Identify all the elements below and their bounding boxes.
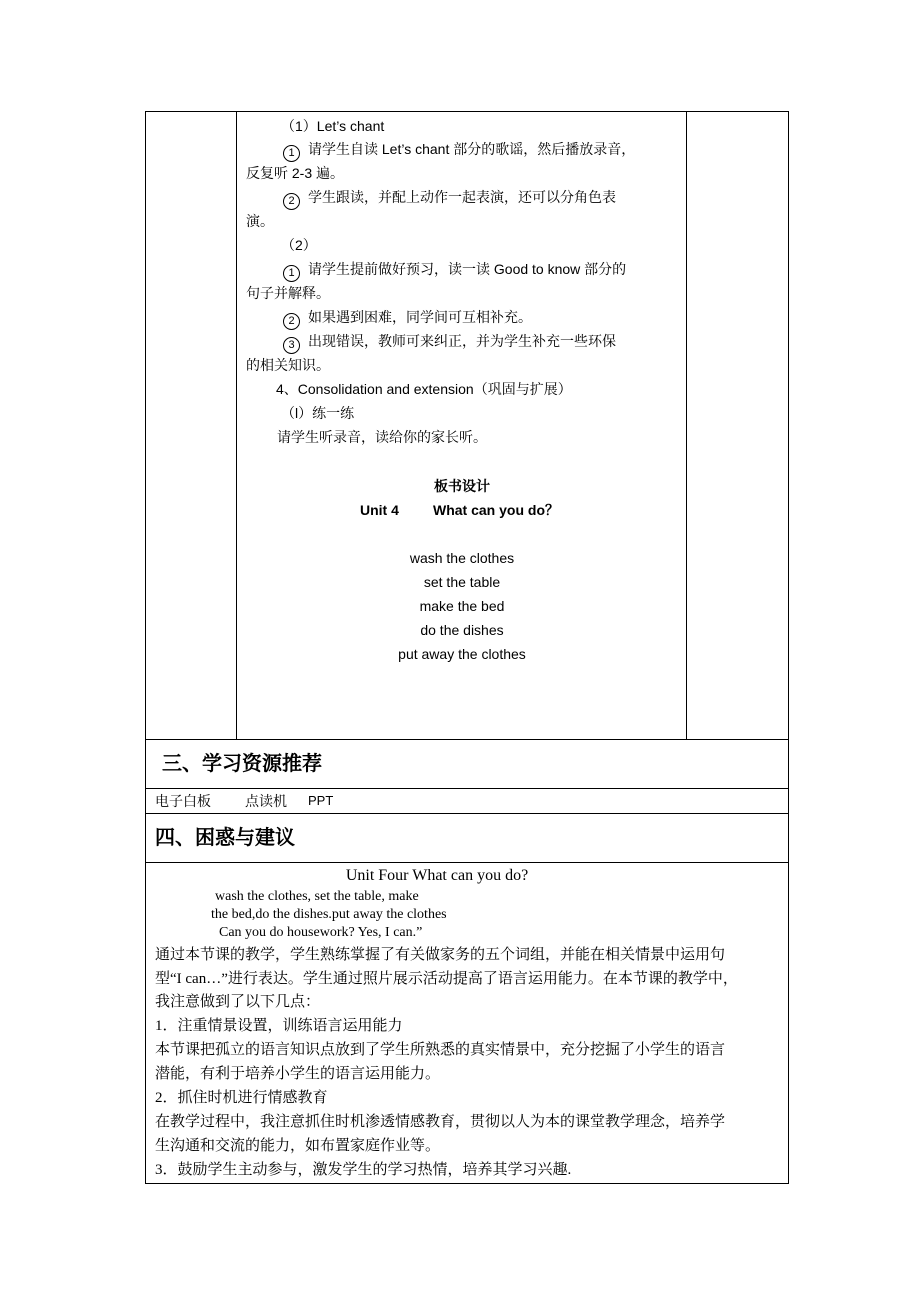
circled-number-1: 1 <box>283 265 300 282</box>
chant-step-1-cont: 反复听 2-3 遍。 <box>246 165 345 181</box>
board-phrase: set the table <box>423 574 501 590</box>
part2-step-3-cont: 的相关知识。 <box>246 357 330 373</box>
reflection-paragraph: 我注意做到了以下几点： <box>155 994 321 1010</box>
board-unit: Unit 4 <box>360 502 399 518</box>
reflection-paragraph: 1．注重情景设置，训练语言运用能力 <box>155 1018 403 1034</box>
chant-step-2: 2 学生跟读，并配上动作一起表演，还可以分角色表 <box>283 188 616 210</box>
lesson-plan-table <box>145 111 789 1184</box>
board-title: 板书设计 <box>434 478 490 494</box>
part2-step-2: 2 如果遇到困难，同学间可互相补充。 <box>283 308 532 330</box>
board-phrase: do the dishes <box>420 622 504 638</box>
resource-item: 点读机 <box>245 793 287 809</box>
reflection-paragraph: 通过本节课的教学，学生熟练掌握了有关做家务的五个词组，并能在相关情景中运用句 <box>155 947 726 963</box>
circled-number-3: 3 <box>283 337 300 354</box>
consolidation-heading: 4、Consolidation and extension（巩固与扩展） <box>276 381 572 397</box>
part2-step-1-cont: 句子并解释。 <box>246 285 330 301</box>
section4-title: 四、困惑与建议 <box>155 827 295 849</box>
reflection-paragraph: 2．抓住时机进行情感教育 <box>155 1090 328 1106</box>
reflection-paragraph: 在教学过程中，我注意抓住时机渗透情感教育，贯彻以人为本的课堂教学理念，培养学 <box>155 1114 726 1130</box>
board-phrase: put away the clothes <box>398 646 526 662</box>
reflection-paragraph: 本节课把孤立的语言知识点放到了学生所熟悉的真实情景中，充分挖掘了小学生的语言 <box>155 1042 726 1058</box>
chant-step-1: 1 请学生自读 Let’s chant 部分的歌谣，然后播放录音， <box>283 140 635 162</box>
board-phrase: wash the clothes <box>409 550 515 566</box>
circled-number-1: 1 <box>283 145 300 162</box>
resource-item: 电子白板 <box>155 793 211 809</box>
practice-text: 请学生听录音，读给你的家长听。 <box>277 429 487 445</box>
circled-number-2: 2 <box>283 313 300 330</box>
reflection-unit-title: Unit Four What can you do? <box>345 867 529 884</box>
practice-heading: （l）练一练 <box>281 405 355 421</box>
reflection-paragraph: 潜能，有利于培养小学生的语言运用能力。 <box>155 1066 441 1082</box>
board-question: What can you do？ <box>433 502 559 518</box>
reflection-paragraph: 型“I can…”进行表达。学生通过照片展示活动提高了语言运用能力。在本节课的教学中， <box>155 971 738 987</box>
chant-heading: （1）Let’s chant <box>281 118 385 134</box>
reflection-paragraph: 生沟通和交流的能力，如布置家庭作业等。 <box>155 1138 441 1154</box>
reflection-phrases-line1: wash the clothes, set the table, make <box>215 889 419 904</box>
part2-step-3: 3 出现错误，教师可来纠正，并为学生补充一些环保 <box>283 332 616 354</box>
reflection-question: Can you do housework? Yes, I can.” <box>219 925 423 940</box>
reflection-phrases-line2: the bed,do the dishes.put away the clothes <box>211 907 447 922</box>
chant-step-2-cont: 演。 <box>246 213 274 229</box>
part2-step-1: 1 请学生提前做好预习，读一读 Good to know 部分的 <box>283 260 626 282</box>
reflection-paragraph: 3．鼓励学生主动参与，激发学生的学习热情，培养其学习兴趣. <box>155 1162 572 1178</box>
board-phrase: make the bed <box>419 598 505 614</box>
resource-item: PPT <box>308 793 334 808</box>
part2-heading: （2） <box>281 237 317 253</box>
section3-title: 三、学习资源推荐 <box>162 753 322 775</box>
circled-number-2: 2 <box>283 193 300 210</box>
